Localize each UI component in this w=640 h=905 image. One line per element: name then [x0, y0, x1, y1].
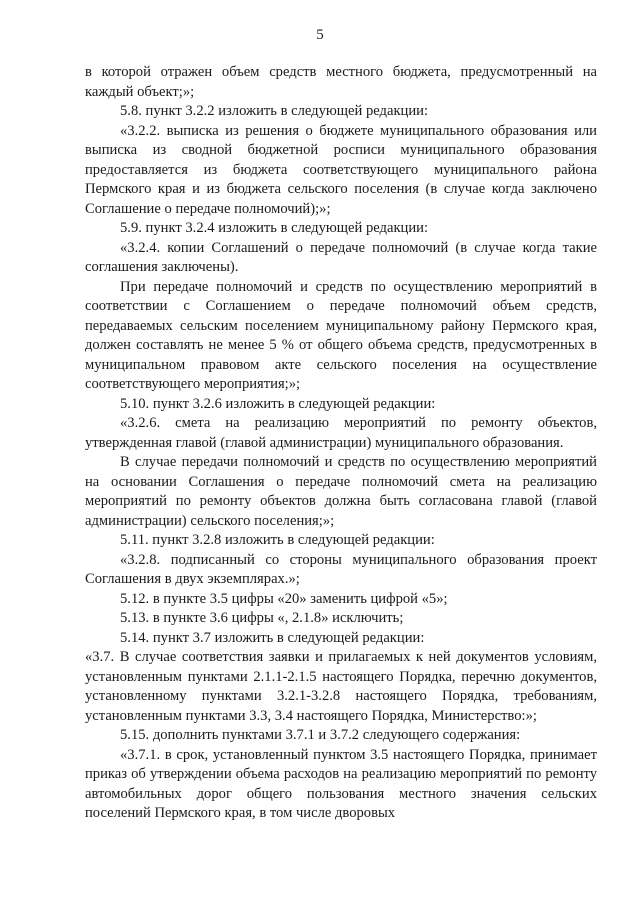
document-body — [85, 63, 597, 824]
paragraph: 5.15. дополнить пунктами 3.7.1 и 3.7.2 следующего содержания: — [120, 727, 521, 743]
paragraph: «3.7.1. в срок, установленный пунктом 3.5 настоящего Порядка, принимает приказ об утверждении объема расходов на реализацию мероприятий по ремонту автомобильных дорог общего пользования местного значения сельских поселений Пермского края, в том числе дворовых — [85, 746, 597, 821]
paragraph: В случае передачи полномочий и средств по осуществлению мероприятий на основании Соглашения о передаче полномочий смета на реализацию мероприятий по ремонту объектов должна быть согласована главой (главой администрации) сельского поселения;»; — [85, 454, 597, 529]
paragraph: «3.2.8. подписанный со стороны муниципального образования проект Соглашения в двух экземплярах.»; — [85, 551, 597, 587]
paragraph: При передаче полномочий и средств по осуществлению мероприятий в соответствии с Соглашением о передаче полномочий объем средств, передаваемых сельским поселением муниципальному району Пермского края, должен составлять не менее 5 % от общего объема средств, предусмотренных в муниципальном правовом акте сельского поселения на осуществление соответствующего мероприятия;»; — [85, 278, 597, 392]
paragraph: «3.2.2. выписка из решения о бюджете муниципального образования или выписка из сводной бюджетной росписи муниципального образования предоставляется из бюджета соответствующего муниципального района Пермского края и из бюджета сельского поселения (в случае когда заключено Соглашение о передаче полномочий);»; — [85, 122, 597, 217]
paragraph: 5.10. пункт 3.2.6 изложить в следующей редакции: — [120, 395, 436, 412]
paragraph: «3.7. В случае соответствия заявки и прилагаемых к ней документов условиям, установленным пунктами 2.1.1-2.1.5 настоящего Порядка, перечню документов, установленному пунктами 3.2.1-3.2.8 настоящего Порядка, требованиям, установленным пунктами 3.3, 3.4 настоящего Порядка, Министерство:»; — [85, 649, 597, 724]
paragraph: 5.8. пункт 3.2.2 изложить в следующей редакции: — [120, 103, 429, 119]
paragraph: в которой отражен объем средств местного бюджета, предусмотренный на каждый объект;»; — [85, 64, 597, 100]
paragraph: 5.14. пункт 3.7 изложить в следующей редакции: — [120, 629, 425, 646]
paragraph: 5.12. в пункте 3.5 цифры «20» заменить цифрой «5»; — [120, 590, 448, 607]
paragraph: 5.11. пункт 3.2.8 изложить в следующей редакции: — [120, 532, 435, 548]
page-number: 5 — [316, 27, 324, 43]
paragraph: «3.2.4. копии Соглашений о передаче полномочий (в случае когда такие соглашения заключены). — [85, 239, 597, 275]
paragraph: 5.9. пункт 3.2.4 изложить в следующей редакции: — [120, 220, 429, 236]
paragraph: «3.2.6. смета на реализацию мероприятий по ремонту объектов, утвержденная главой (главой администрации) муниципального образования. — [85, 415, 597, 451]
paragraph: 5.13. в пункте 3.6 цифры «, 2.1.8» исключить; — [120, 610, 404, 626]
